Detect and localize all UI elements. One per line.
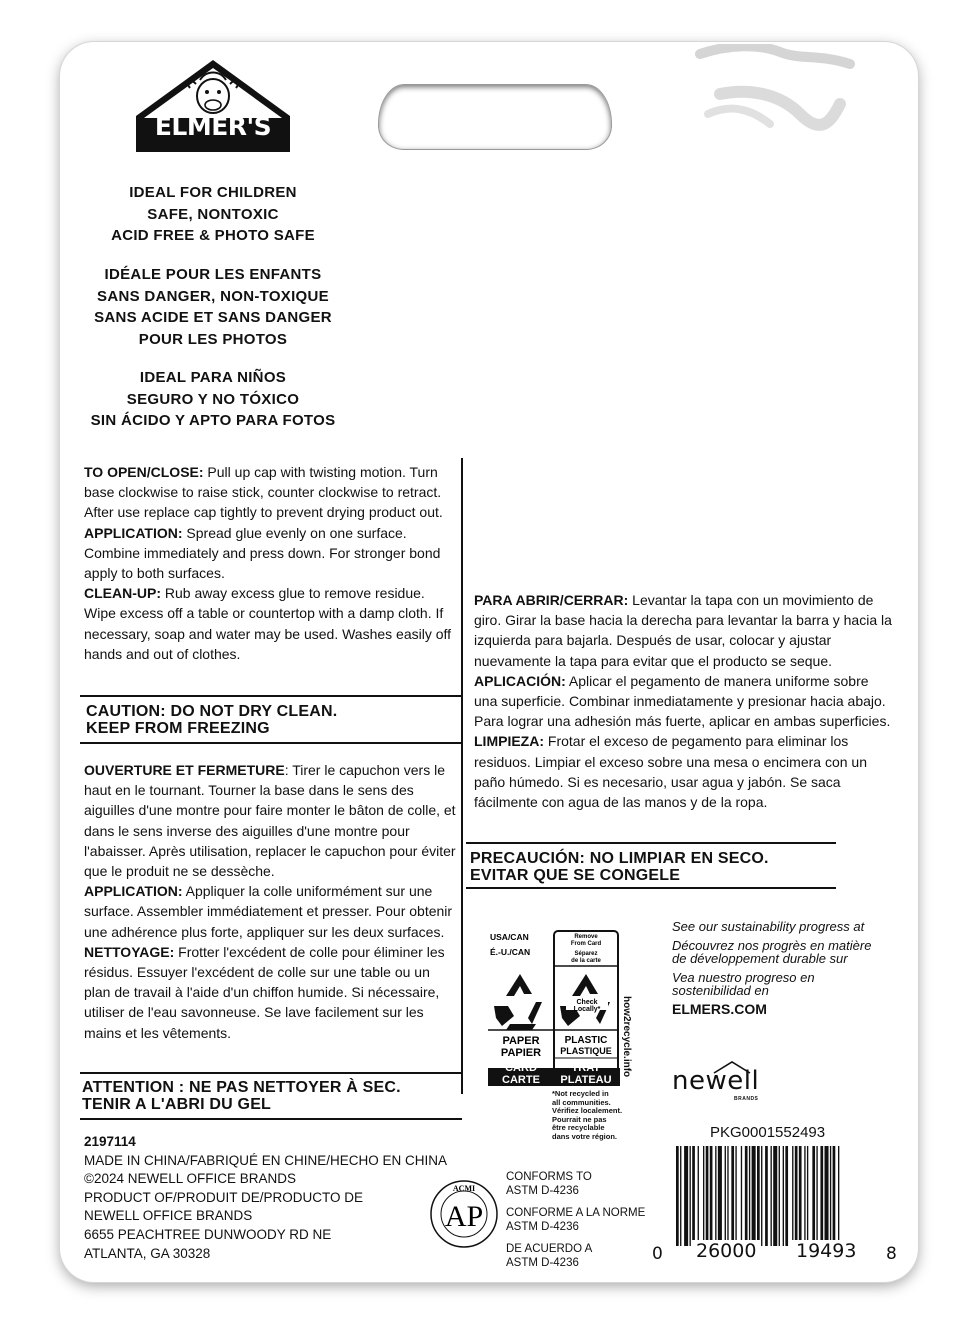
tray-label: PLATEAU bbox=[560, 1074, 612, 1086]
acmi-conformance bbox=[506, 1170, 645, 1270]
conform-line: ASTM D-4236 bbox=[506, 1221, 579, 1233]
note-line: dans votre région. bbox=[552, 1131, 618, 1141]
barcode-bar bbox=[690, 1146, 691, 1246]
barcode-bar bbox=[785, 1146, 788, 1246]
footer-line: PRODUCT OF/PRODUIT DE/PRODUCTO DE bbox=[84, 1189, 364, 1205]
footer-line: ATLANTA, GA 30328 bbox=[84, 1245, 211, 1261]
claims-english bbox=[72, 182, 354, 247]
divider bbox=[466, 887, 836, 889]
barcode-lead-digit: 0 bbox=[652, 1244, 663, 1264]
barcode-check-digit: 8 bbox=[886, 1244, 897, 1264]
barcode-bar bbox=[838, 1146, 839, 1246]
claim-line: SANS ACIDE ET SANS DANGER bbox=[94, 309, 332, 326]
open-text: : Tirer le capuchon vers le haut en le tournant. Tourner la base dans le sens des aiguilles d'une montre pour faire monter le bâton de colle, et dans le sens inverse des aiguilles d'une montre pour l'abaisser. Après utilisation, replacer le capuchon pour éviter que le produit ne se dessèche. bbox=[84, 762, 456, 880]
barcode-bar bbox=[676, 1146, 679, 1246]
decorative-smudge bbox=[690, 44, 870, 154]
note-line: Pourrait ne pas bbox=[552, 1114, 607, 1124]
note-line: être recyclable bbox=[552, 1123, 605, 1132]
item-code: 2197114 bbox=[84, 1134, 136, 1149]
column-divider bbox=[461, 458, 463, 1094]
footer-line: 6655 PEACHTREE DUNWOODY RD NE bbox=[84, 1226, 332, 1242]
footer-line: NEWELL OFFICE BRANDS bbox=[84, 1208, 253, 1224]
open-label: OUVERTURE ET FERMETURE bbox=[84, 762, 285, 778]
application-text: Appliquer la colle uniformément sur une surface. Assembler immédiatement et presser. Pour obtenir une adhérence plus forte, appliquer sur les deux surfaces. bbox=[84, 883, 453, 940]
barcode-bar bbox=[795, 1146, 798, 1246]
caution-spanish bbox=[470, 850, 769, 884]
open-label: PARA ABRIR/CERRAR: bbox=[474, 592, 629, 608]
barcode-bar bbox=[706, 1146, 709, 1246]
seal-mark: AP bbox=[444, 1200, 484, 1233]
note-line: Vérifiez localement. bbox=[552, 1106, 623, 1115]
newell-brands: BRANDS bbox=[734, 1096, 759, 1102]
application-text: Spread glue evenly on one surface. Combine immediately and press down. For stronger bond apply to both surfaces. bbox=[84, 524, 441, 582]
recycle-site: how2recycle.info bbox=[621, 996, 632, 1078]
caution-line: CAUTION: DO NOT DRY CLEAN. bbox=[86, 703, 338, 720]
claim-line: IDEAL PARA NIÑOS bbox=[139, 369, 287, 386]
caution-line: PRECAUCIÓN: NO LIMPIAR EN SECO. bbox=[470, 850, 769, 867]
instructions-english bbox=[84, 462, 454, 664]
remove-label: From Card bbox=[570, 941, 602, 947]
barcode-bar bbox=[779, 1146, 780, 1246]
remove-label: Remove bbox=[574, 934, 598, 940]
barcode-right-digits: 19493 bbox=[792, 1240, 860, 1262]
barcode-bar bbox=[825, 1146, 829, 1246]
plastic-label: PLASTIC bbox=[564, 1035, 608, 1046]
hanger-hole bbox=[378, 84, 612, 150]
barcode-bar bbox=[749, 1146, 750, 1246]
barcode-bar bbox=[804, 1146, 805, 1246]
open-label: TO OPEN/CLOSE: bbox=[84, 464, 204, 480]
open-text: Pull up cap with twisting motion. Turn base clockwise to raise stick, counter clockwise to retract. After use replace cap tightly to prevent drying product out. bbox=[84, 464, 443, 521]
claim-line: IDEAL FOR CHILDREN bbox=[129, 184, 297, 201]
recycle-note bbox=[552, 1090, 622, 1141]
caution-line: TENIR A L'ABRI DU GEL bbox=[82, 1096, 272, 1113]
claim-line: SANS DANGER, NON-TOXIQUE bbox=[97, 287, 329, 305]
remove-label: de la carte bbox=[571, 958, 601, 964]
conform-line: ASTM D-4236 bbox=[506, 1185, 579, 1197]
region-label: USA/CAN bbox=[490, 932, 529, 942]
check-label: Locally* bbox=[573, 1006, 601, 1013]
remove-label: Séparez bbox=[574, 951, 598, 957]
conform-line: CONFORMS TO bbox=[506, 1171, 592, 1183]
barcode-bar bbox=[820, 1146, 823, 1246]
barcode-bar bbox=[692, 1146, 695, 1246]
card-label: CARTE bbox=[502, 1074, 540, 1086]
barcode-bar bbox=[735, 1146, 736, 1246]
caution-french bbox=[82, 1079, 401, 1113]
region-label: É.-U./CAN bbox=[490, 947, 531, 957]
barcode-bar bbox=[812, 1146, 815, 1246]
acmi-ap-seal bbox=[428, 1178, 500, 1250]
claim-line: ACID FREE & PHOTO SAFE bbox=[111, 227, 315, 244]
barcode-bar bbox=[752, 1146, 756, 1246]
barcode-bar bbox=[783, 1146, 784, 1246]
barcode-bar bbox=[684, 1146, 688, 1246]
package-code: PKG0001552493 bbox=[710, 1124, 826, 1141]
footer-line: MADE IN CHINA/FABRIQUÉ EN CHINE/HECHO EN CHINA bbox=[84, 1152, 448, 1168]
barcode-bar bbox=[830, 1146, 831, 1246]
sustain-fr: Découvrez nos progrès en matière de développement durable sur bbox=[672, 937, 872, 966]
plastic-label: PLASTIQUE bbox=[560, 1046, 612, 1056]
sustain-es: Vea nuestro progreso en sostenibilidad en bbox=[672, 969, 815, 998]
conform-line: DE ACUERDO A bbox=[506, 1243, 593, 1255]
barcode-bar bbox=[761, 1146, 762, 1246]
paper-label: PAPER bbox=[502, 1035, 540, 1047]
barcode-bar bbox=[816, 1146, 817, 1246]
cleanup-label: CLEAN-UP: bbox=[84, 585, 161, 602]
paper-label: PAPIER bbox=[500, 1047, 542, 1059]
barcode-bar bbox=[807, 1146, 808, 1246]
footer-info bbox=[84, 1133, 454, 1263]
barcode-bar bbox=[710, 1146, 713, 1246]
divider bbox=[80, 695, 462, 697]
card-label: CARD bbox=[505, 1062, 537, 1074]
barcode-bar bbox=[725, 1146, 726, 1246]
barcode-bar bbox=[745, 1146, 748, 1246]
caution-line: EVITAR QUE SE CONGELE bbox=[470, 867, 681, 884]
claims-french bbox=[72, 264, 354, 350]
application-label: APLICACIÓN: bbox=[474, 672, 566, 689]
caution-english bbox=[86, 703, 337, 737]
footer-line: ©2024 NEWELL OFFICE BRANDS bbox=[84, 1171, 297, 1187]
divider bbox=[80, 1072, 462, 1074]
barcode-bar bbox=[741, 1146, 742, 1246]
check-label: Check bbox=[576, 999, 598, 1006]
claims-spanish bbox=[72, 367, 354, 432]
divider bbox=[80, 742, 462, 744]
cleanup-text: Rub away excess glue to remove residue. Wipe excess off a table or countertop with a damp cloth. If necessary, soap and water may be used. Washes easily off hands and out of clothes. bbox=[84, 585, 452, 662]
barcode-bar bbox=[757, 1146, 760, 1246]
claim-line: SEGURO Y NO TÓXICO bbox=[126, 390, 300, 408]
conform-line: ASTM D-4236 bbox=[506, 1257, 579, 1269]
claim-line: SAFE, NONTOXIC bbox=[147, 205, 279, 223]
recycle-icon bbox=[494, 974, 542, 1030]
cleanup-label: LIMPIEZA: bbox=[474, 733, 544, 750]
application-text: Aplicar el pegamento de manera uniforme sobre una superficie. Combinar inmediatamente y presionar hacia abajo. Para lograr una adhesión más fuerte, aplicar en ambas superficies. bbox=[474, 672, 891, 730]
seal-top: ACMI bbox=[452, 1184, 476, 1193]
sustain-url: ELMERS.COM bbox=[672, 1000, 767, 1017]
how2recycle-label bbox=[488, 930, 620, 1086]
sustainability-info bbox=[672, 920, 872, 1021]
brand-name: ELMER'S bbox=[154, 112, 272, 141]
caution-line: KEEP FROM FREEZING bbox=[86, 720, 270, 737]
barcode-bar bbox=[718, 1146, 722, 1246]
newell-logo: newell bbox=[672, 1066, 760, 1096]
instructions-french bbox=[84, 760, 458, 1043]
claim-line: SIN ÁCIDO Y APTO PARA FOTOS bbox=[90, 412, 336, 429]
barcode-left-digits: 26000 bbox=[692, 1240, 760, 1262]
divider bbox=[80, 1118, 462, 1120]
barcode-bar bbox=[703, 1146, 704, 1246]
barcode-bar bbox=[773, 1146, 777, 1246]
upc-barcode bbox=[672, 1146, 886, 1246]
claim-line: POUR LES PHOTOS bbox=[138, 330, 288, 348]
elmers-logo bbox=[130, 58, 296, 156]
instructions-spanish bbox=[474, 590, 894, 812]
sustain-en: See our sustainability progress at bbox=[672, 919, 865, 934]
barcode-bar bbox=[799, 1146, 802, 1246]
barcode-bar bbox=[698, 1146, 699, 1246]
application-label: APPLICATION: bbox=[84, 883, 183, 900]
barcode-bar bbox=[792, 1146, 793, 1246]
cleanup-text: Frotar el exceso de pegamento para eliminar los residuos. Limpiar el exceso sobre una mesa o encimera con un paño húmedo. Si es necesario, usar agua y jabón. Se saca fácilmente con agua de las manos y de la ropa. bbox=[474, 733, 867, 811]
barcode-bar bbox=[765, 1146, 768, 1246]
tray-label: TRAY bbox=[571, 1062, 601, 1074]
cleanup-text: Frotter l'excédent de colle pour éliminer les résidus. Essuyer l'excédent de colle sur une table ou un plan de travail à l'aide d'un chiffon humide. Si nécessaire, utiliser de l'eau savonneuse. Se lave facilement sur les mains et les vêtements. bbox=[84, 943, 445, 1041]
barcode-bar bbox=[727, 1146, 728, 1246]
caution-line: ATTENTION : NE PAS NETTOYER À SEC. bbox=[82, 1079, 401, 1096]
application-label: APPLICATION: bbox=[84, 524, 183, 541]
barcode-bar bbox=[680, 1146, 681, 1246]
conform-line: CONFORME A LA NORME bbox=[506, 1207, 646, 1219]
barcode-bar bbox=[731, 1146, 734, 1246]
barcode-bar bbox=[715, 1146, 716, 1246]
barcode-bar bbox=[833, 1146, 836, 1246]
claim-line: IDÉALE POUR LES ENFANTS bbox=[104, 266, 322, 283]
barcode-bar bbox=[771, 1146, 772, 1246]
cleanup-label: NETTOYAGE: bbox=[84, 943, 175, 960]
note-line: all communities. bbox=[552, 1097, 611, 1107]
divider bbox=[466, 842, 836, 844]
note-line: *Not recycled in bbox=[552, 1089, 609, 1098]
open-text: Levantar la tapa con un movimiento de giro. Girar la base hacia la derecha para levantar la barra y hacia la izquierda para bajarla. Después de usar, colocar y ajustar nuevamente la tapa para evitar que el producto se seque. bbox=[474, 592, 892, 669]
